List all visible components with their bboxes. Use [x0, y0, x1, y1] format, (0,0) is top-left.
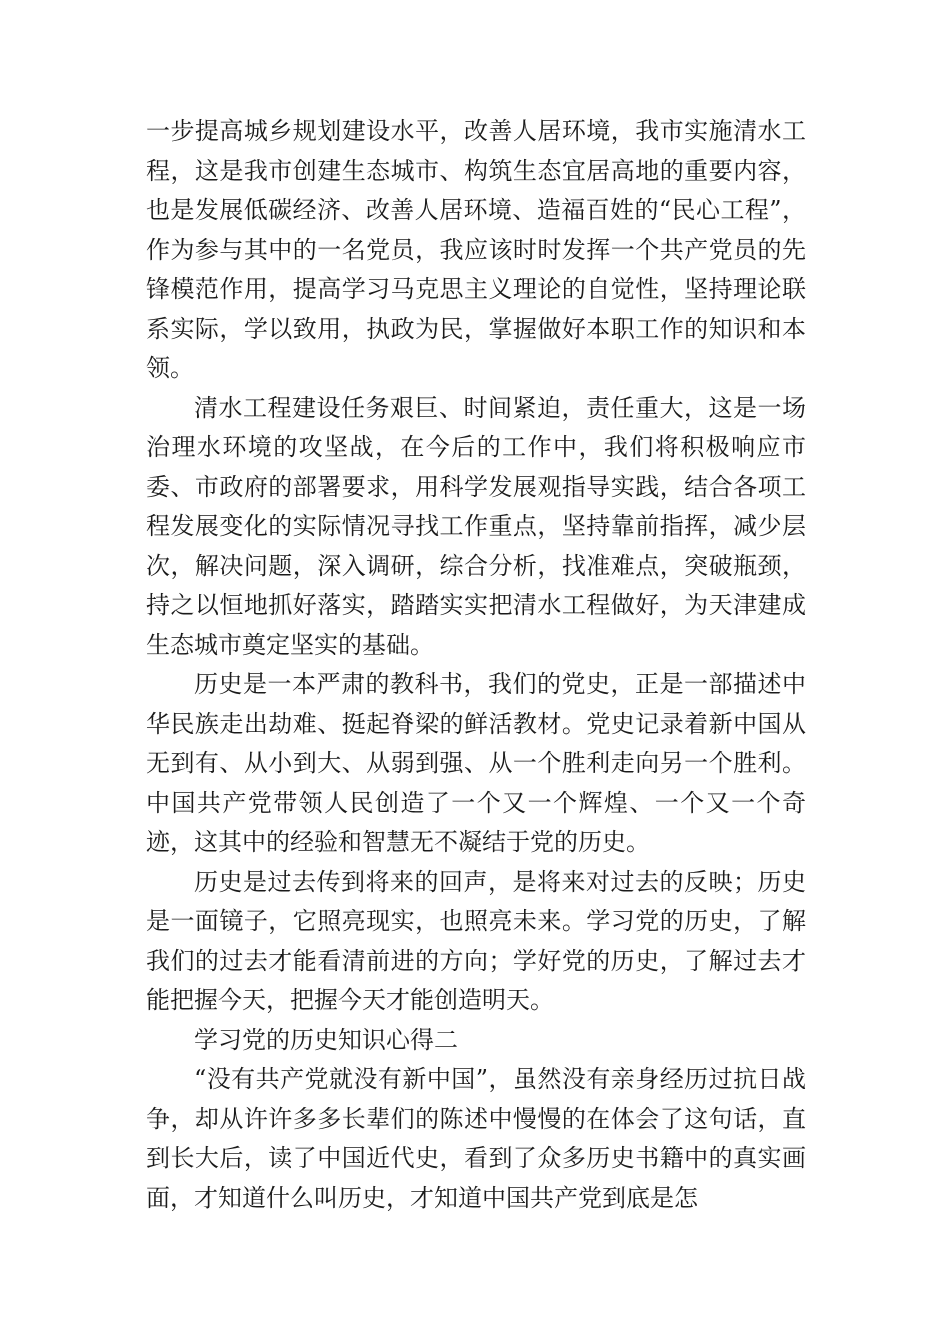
document-body	[146, 112, 806, 1218]
paragraph-1: 一步提高城乡规划建设水平，改善人居环境，我市实施清水工程，这是我市创建生态城市、构筑生态宜居高地的重要内容，也是发展低碳经济、改善人居环境、造福百姓的“民心工程”，作为参与其中的一名党员，我应该时时发挥一个共产党员的先锋模范作用，提高学习马克思主义理论的自觉性，坚持理论联系实际，学以致用，执政为民，掌握做好本职工作的知识和本领。	[146, 117, 806, 382]
paragraph-5: “没有共产党就没有新中国”，虽然没有亲身经历过抗日战争，却从许许多多长辈们的陈述中慢慢的在体会了这句话，直到长大后，读了中国近代史，看到了众多历史书籍中的真实画面，才知道什么叫历史，才知道中国共产党到底是怎	[146, 1065, 806, 1212]
paragraph-4: 历史是过去传到将来的回声，是将来对过去的反映；历史是一面镜子，它照亮现实，也照亮未来。学习党的历史，了解我们的过去才能看清前进的方向；学好党的历史，了解过去才能把握今天，把握今天才能创造明天。	[146, 867, 806, 1014]
section-heading: 学习党的历史知识心得二	[194, 1025, 458, 1054]
paragraph-2: 清水工程建设任务艰巨、时间紧迫，责任重大，这是一场治理水环境的攻坚战，在今后的工作中，我们将积极响应市委、市政府的部署要求，用科学发展观指导实践，结合各项工程发展变化的实际情况寻找工作重点，坚持靠前指挥，减少层次，解决问题，深入调研，综合分析，找准难点，突破瓶颈，持之以恒地抓好落实，踏踏实实把清水工程做好，为天津建成生态城市奠定坚实的基础。	[146, 393, 806, 659]
paragraph-3: 历史是一本严肃的教科书，我们的党史，正是一部描述中华民族走出劫难、挺起脊梁的鲜活教材。党史记录着新中国从无到有、从小到大、从弱到强、从一个胜利走向另一个胜利。中国共产党带领人民创造了一个又一个辉煌、一个又一个奇迹，这其中的经验和智慧无不凝结于党的历史。	[146, 670, 806, 856]
